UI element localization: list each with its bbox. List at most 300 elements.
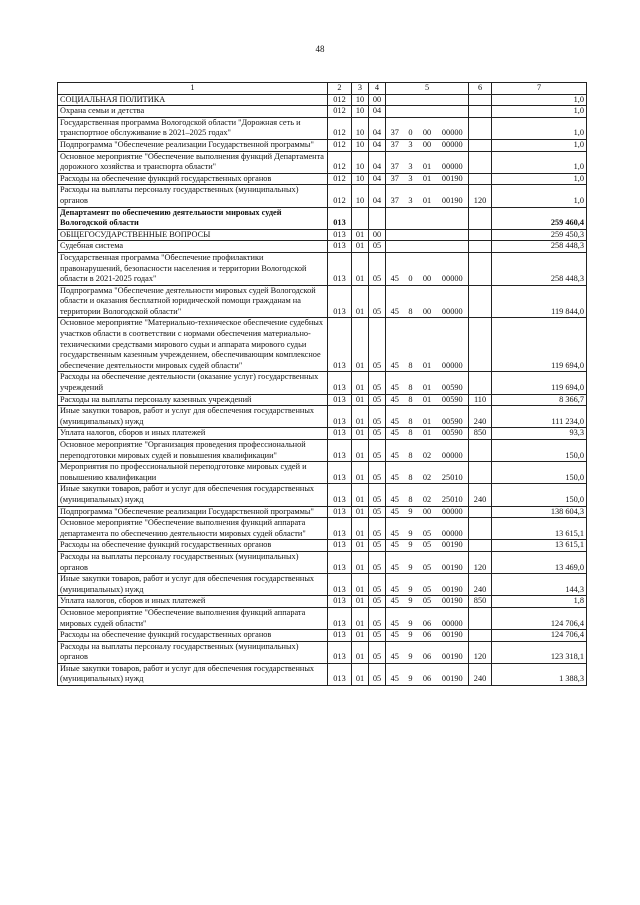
subprogram-code-cell: 8	[404, 318, 418, 372]
table-row	[58, 318, 587, 372]
program-code-cell: 45	[386, 596, 404, 608]
expense-type-cell	[469, 241, 492, 253]
header-cell: 3	[352, 83, 369, 95]
amount-cell: 119 844,0	[492, 285, 587, 318]
subprogram-code-cell: 8	[404, 484, 418, 506]
ministry-code-cell: 012	[328, 151, 352, 173]
table-row	[58, 139, 587, 151]
description-cell: Судебная система	[58, 241, 328, 253]
subsection-code-cell: 05	[369, 663, 386, 685]
table-row	[58, 173, 587, 185]
amount-cell: 1,0	[492, 185, 587, 207]
ministry-code-cell: 013	[328, 428, 352, 440]
description-cell: Иные закупки товаров, работ и услуг для обеспечения государственных (муниципальных) нужд	[58, 663, 328, 685]
amount-cell: 8 366,7	[492, 394, 587, 406]
program-code-cell	[386, 106, 404, 118]
description-cell: Иные закупки товаров, работ и услуг для обеспечения государственных (муниципальных) нужд	[58, 574, 328, 596]
subsection-code-cell: 05	[369, 607, 386, 629]
activity-code-cell: 02	[418, 462, 437, 484]
subprogram-code-cell: 9	[404, 607, 418, 629]
subsection-code-cell: 05	[369, 394, 386, 406]
activity-code-cell: 02	[418, 440, 437, 462]
subprogram-code-cell: 0	[404, 252, 418, 285]
expense-type-cell	[469, 94, 492, 106]
expense-type-cell: 850	[469, 596, 492, 608]
activity-code-cell: 06	[418, 630, 437, 642]
description-cell: Расходы на обеспечение деятельности (оказание услуг) государственных учреждений	[58, 372, 328, 394]
ministry-code-cell: 013	[328, 518, 352, 540]
subsection-code-cell: 05	[369, 462, 386, 484]
table-header-row	[58, 83, 587, 95]
subsection-code-cell: 05	[369, 241, 386, 253]
amount-cell: 1,8	[492, 596, 587, 608]
expense-type-cell	[469, 506, 492, 518]
table-row	[58, 394, 587, 406]
subsection-code-cell: 00	[369, 229, 386, 241]
description-cell: Подпрограмма "Обеспечение реализации Государственной программы"	[58, 506, 328, 518]
subprogram-code-cell: 9	[404, 551, 418, 573]
direction-code-cell: 00000	[437, 252, 469, 285]
subsection-code-cell: 04	[369, 185, 386, 207]
activity-code-cell: 01	[418, 394, 437, 406]
table-row	[58, 484, 587, 506]
section-code-cell: 01	[352, 663, 369, 685]
amount-cell: 1,0	[492, 117, 587, 139]
subprogram-code-cell	[404, 241, 418, 253]
description-cell: Мероприятия по профессиональной переподготовке мировых судей и повышению квалификации	[58, 462, 328, 484]
table-row	[58, 596, 587, 608]
subprogram-code-cell: 3	[404, 185, 418, 207]
expense-type-cell: 120	[469, 185, 492, 207]
description-cell: Основное мероприятие "Материально-техническое обеспечение судебных участков области в соответствии с нормами обеспечения материально-техническими средствами мирового судьи и аппарата мирового судьи государственным казенным учреждением, обеспечивающим комплексное обеспечение деятельности мировых судей области"	[58, 318, 328, 372]
program-code-cell: 45	[386, 285, 404, 318]
table-row	[58, 372, 587, 394]
section-code-cell: 10	[352, 151, 369, 173]
direction-code-cell: 00190	[437, 540, 469, 552]
subprogram-code-cell: 8	[404, 406, 418, 428]
direction-code-cell: 00590	[437, 394, 469, 406]
expense-type-cell	[469, 229, 492, 241]
table-row	[58, 406, 587, 428]
ministry-code-cell: 013	[328, 607, 352, 629]
amount-cell: 1 388,3	[492, 663, 587, 685]
amount-cell: 1,0	[492, 106, 587, 118]
expense-type-cell: 120	[469, 641, 492, 663]
subprogram-code-cell	[404, 106, 418, 118]
section-code-cell: 10	[352, 139, 369, 151]
section-code-cell: 10	[352, 173, 369, 185]
activity-code-cell	[418, 241, 437, 253]
subprogram-code-cell: 9	[404, 641, 418, 663]
subsection-code-cell: 05	[369, 484, 386, 506]
table-row	[58, 607, 587, 629]
subsection-code-cell: 04	[369, 173, 386, 185]
description-cell: Расходы на выплаты персоналу государственных (муниципальных) органов	[58, 551, 328, 573]
table-row	[58, 518, 587, 540]
header-cell: 7	[492, 83, 587, 95]
amount-cell: 93,3	[492, 428, 587, 440]
ministry-code-cell: 013	[328, 252, 352, 285]
activity-code-cell: 06	[418, 663, 437, 685]
expense-type-cell	[469, 117, 492, 139]
subsection-code-cell: 05	[369, 641, 386, 663]
amount-cell: 1,0	[492, 94, 587, 106]
direction-code-cell	[437, 241, 469, 253]
subprogram-code-cell	[404, 94, 418, 106]
section-code-cell: 01	[352, 518, 369, 540]
activity-code-cell: 05	[418, 518, 437, 540]
description-cell: Иные закупки товаров, работ и услуг для обеспечения государственных (муниципальных) нужд	[58, 484, 328, 506]
subsection-code-cell: 05	[369, 540, 386, 552]
section-code-cell: 01	[352, 607, 369, 629]
ministry-code-cell: 013	[328, 641, 352, 663]
description-cell: Расходы на выплаты персоналу государственных (муниципальных) органов	[58, 641, 328, 663]
table-row	[58, 574, 587, 596]
expense-type-cell	[469, 607, 492, 629]
ministry-code-cell: 013	[328, 630, 352, 642]
description-cell: Департамент по обеспечению деятельности мировых судей Вологодской области	[58, 207, 328, 229]
table-row	[58, 440, 587, 462]
amount-cell: 1,0	[492, 151, 587, 173]
expense-type-cell: 120	[469, 551, 492, 573]
expense-type-cell: 240	[469, 484, 492, 506]
direction-code-cell: 00000	[437, 506, 469, 518]
subsection-code-cell: 05	[369, 318, 386, 372]
subsection-code-cell: 05	[369, 440, 386, 462]
subsection-code-cell: 05	[369, 518, 386, 540]
expense-type-cell	[469, 106, 492, 118]
direction-code-cell: 00000	[437, 139, 469, 151]
section-code-cell: 01	[352, 641, 369, 663]
section-code-cell: 01	[352, 229, 369, 241]
program-code-cell	[386, 207, 404, 229]
direction-code-cell: 00190	[437, 185, 469, 207]
amount-cell: 119 694,0	[492, 372, 587, 394]
direction-code-cell: 00000	[437, 151, 469, 173]
section-code-cell: 10	[352, 106, 369, 118]
header-cell: 6	[469, 83, 492, 95]
direction-code-cell	[437, 94, 469, 106]
program-code-cell: 45	[386, 574, 404, 596]
subprogram-code-cell: 9	[404, 506, 418, 518]
activity-code-cell: 05	[418, 540, 437, 552]
program-code-cell	[386, 241, 404, 253]
table-row	[58, 241, 587, 253]
program-code-cell: 45	[386, 394, 404, 406]
direction-code-cell	[437, 207, 469, 229]
expense-type-cell	[469, 440, 492, 462]
table-row	[58, 506, 587, 518]
description-cell: Основное мероприятие "Обеспечение выполнения функций аппарата департамента по обеспечению деятельности мировых судей области"	[58, 518, 328, 540]
description-cell: Расходы на обеспечение функций государственных органов	[58, 173, 328, 185]
subprogram-code-cell: 9	[404, 630, 418, 642]
program-code-cell: 45	[386, 663, 404, 685]
subsection-code-cell: 05	[369, 551, 386, 573]
direction-code-cell	[437, 106, 469, 118]
table-row	[58, 428, 587, 440]
subprogram-code-cell: 8	[404, 394, 418, 406]
direction-code-cell: 00190	[437, 641, 469, 663]
section-code-cell: 01	[352, 285, 369, 318]
description-cell: Основное мероприятие "Организация проведения профессиональной переподготовки мировых судей и повышения квалификации"	[58, 440, 328, 462]
section-code-cell: 01	[352, 596, 369, 608]
section-code-cell: 01	[352, 406, 369, 428]
program-code-cell: 45	[386, 406, 404, 428]
expense-type-cell	[469, 285, 492, 318]
section-code-cell: 10	[352, 117, 369, 139]
amount-cell: 124 706,4	[492, 630, 587, 642]
subprogram-code-cell: 8	[404, 440, 418, 462]
activity-code-cell: 01	[418, 318, 437, 372]
table-row	[58, 540, 587, 552]
activity-code-cell: 01	[418, 428, 437, 440]
program-code-cell: 45	[386, 551, 404, 573]
activity-code-cell: 00	[418, 117, 437, 139]
direction-code-cell: 25010	[437, 484, 469, 506]
header-cell: 4	[369, 83, 386, 95]
ministry-code-cell: 013	[328, 241, 352, 253]
program-code-cell: 45	[386, 252, 404, 285]
description-cell: Государственная программа "Обеспечение профилактики правонарушений, безопасности населения и территории Вологодской области в 2021-2025 годах"	[58, 252, 328, 285]
expense-type-cell	[469, 462, 492, 484]
ministry-code-cell: 013	[328, 318, 352, 372]
program-code-cell: 45	[386, 641, 404, 663]
amount-cell: 1,0	[492, 173, 587, 185]
header-cell: 5	[386, 83, 469, 95]
subprogram-code-cell: 8	[404, 372, 418, 394]
amount-cell: 123 318,1	[492, 641, 587, 663]
expense-type-cell: 240	[469, 406, 492, 428]
direction-code-cell: 00190	[437, 630, 469, 642]
direction-code-cell: 00590	[437, 428, 469, 440]
subprogram-code-cell: 8	[404, 428, 418, 440]
activity-code-cell: 01	[418, 406, 437, 428]
expense-type-cell	[469, 139, 492, 151]
table-row	[58, 252, 587, 285]
header-cell: 1	[58, 83, 328, 95]
program-code-cell: 45	[386, 318, 404, 372]
subsection-code-cell: 05	[369, 428, 386, 440]
budget-table	[57, 82, 587, 686]
amount-cell: 259 460,4	[492, 207, 587, 229]
direction-code-cell: 00000	[437, 318, 469, 372]
program-code-cell: 45	[386, 462, 404, 484]
activity-code-cell: 00	[418, 139, 437, 151]
description-cell: Основное мероприятие "Обеспечение выполнения функций Департамента дорожного хозяйства и транспорта области"	[58, 151, 328, 173]
section-code-cell: 01	[352, 462, 369, 484]
table-row	[58, 551, 587, 573]
subsection-code-cell: 05	[369, 574, 386, 596]
section-code-cell: 01	[352, 318, 369, 372]
ministry-code-cell: 012	[328, 185, 352, 207]
direction-code-cell: 00590	[437, 372, 469, 394]
description-cell: Охрана семьи и детства	[58, 106, 328, 118]
subprogram-code-cell: 9	[404, 574, 418, 596]
direction-code-cell	[437, 229, 469, 241]
subprogram-code-cell: 9	[404, 663, 418, 685]
table-row	[58, 106, 587, 118]
activity-code-cell	[418, 94, 437, 106]
table-row	[58, 630, 587, 642]
description-cell: Уплата налогов, сборов и иных платежей	[58, 428, 328, 440]
subsection-code-cell: 05	[369, 506, 386, 518]
subprogram-code-cell: 0	[404, 117, 418, 139]
ministry-code-cell: 013	[328, 229, 352, 241]
ministry-code-cell: 013	[328, 372, 352, 394]
program-code-cell: 37	[386, 139, 404, 151]
ministry-code-cell: 013	[328, 207, 352, 229]
subsection-code-cell: 05	[369, 372, 386, 394]
ministry-code-cell: 013	[328, 574, 352, 596]
ministry-code-cell: 013	[328, 285, 352, 318]
program-code-cell: 37	[386, 173, 404, 185]
ministry-code-cell: 013	[328, 394, 352, 406]
program-code-cell: 45	[386, 372, 404, 394]
program-code-cell: 45	[386, 540, 404, 552]
activity-code-cell: 06	[418, 641, 437, 663]
amount-cell: 13 615,1	[492, 518, 587, 540]
table-row	[58, 151, 587, 173]
direction-code-cell: 00190	[437, 173, 469, 185]
amount-cell: 124 706,4	[492, 607, 587, 629]
direction-code-cell: 00000	[437, 117, 469, 139]
description-cell: Расходы на обеспечение функций государственных органов	[58, 540, 328, 552]
expense-type-cell	[469, 151, 492, 173]
activity-code-cell	[418, 229, 437, 241]
section-code-cell: 01	[352, 252, 369, 285]
subsection-code-cell: 05	[369, 406, 386, 428]
header-cell: 2	[328, 83, 352, 95]
subsection-code-cell: 05	[369, 285, 386, 318]
expense-type-cell: 240	[469, 574, 492, 596]
amount-cell: 258 448,3	[492, 241, 587, 253]
program-code-cell: 45	[386, 428, 404, 440]
table-row	[58, 207, 587, 229]
subprogram-code-cell: 9	[404, 540, 418, 552]
ministry-code-cell: 012	[328, 106, 352, 118]
section-code-cell: 01	[352, 394, 369, 406]
activity-code-cell: 00	[418, 506, 437, 518]
direction-code-cell: 00190	[437, 551, 469, 573]
direction-code-cell: 00000	[437, 607, 469, 629]
description-cell: Подпрограмма "Обеспечение реализации Государственной программы"	[58, 139, 328, 151]
table-row	[58, 117, 587, 139]
amount-cell: 111 234,0	[492, 406, 587, 428]
program-code-cell: 45	[386, 630, 404, 642]
activity-code-cell	[418, 106, 437, 118]
ministry-code-cell: 012	[328, 139, 352, 151]
activity-code-cell: 05	[418, 574, 437, 596]
expense-type-cell: 110	[469, 394, 492, 406]
amount-cell: 138 604,3	[492, 506, 587, 518]
direction-code-cell: 25010	[437, 462, 469, 484]
program-code-cell: 45	[386, 484, 404, 506]
subsection-code-cell: 04	[369, 151, 386, 173]
ministry-code-cell: 013	[328, 462, 352, 484]
section-code-cell: 01	[352, 484, 369, 506]
program-code-cell: 37	[386, 117, 404, 139]
program-code-cell: 45	[386, 440, 404, 462]
subprogram-code-cell: 3	[404, 151, 418, 173]
subprogram-code-cell: 9	[404, 596, 418, 608]
subsection-code-cell: 05	[369, 252, 386, 285]
subsection-code-cell: 04	[369, 117, 386, 139]
ministry-code-cell: 013	[328, 551, 352, 573]
expense-type-cell	[469, 540, 492, 552]
ministry-code-cell: 012	[328, 117, 352, 139]
description-cell: Подпрограмма "Обеспечение деятельности мировых судей Вологодской области и оказания бесплатной юридической помощи гражданам на территории Вологодской области"	[58, 285, 328, 318]
ministry-code-cell: 012	[328, 173, 352, 185]
description-cell: Расходы на выплаты персоналу казенных учреждений	[58, 394, 328, 406]
activity-code-cell: 00	[418, 252, 437, 285]
direction-code-cell: 00190	[437, 574, 469, 596]
activity-code-cell: 00	[418, 285, 437, 318]
section-code-cell: 10	[352, 185, 369, 207]
amount-cell: 150,0	[492, 440, 587, 462]
subprogram-code-cell: 8	[404, 462, 418, 484]
expense-type-cell	[469, 207, 492, 229]
ministry-code-cell: 013	[328, 406, 352, 428]
ministry-code-cell: 013	[328, 440, 352, 462]
program-code-cell: 45	[386, 506, 404, 518]
subprogram-code-cell: 3	[404, 173, 418, 185]
expense-type-cell	[469, 630, 492, 642]
section-code-cell: 01	[352, 241, 369, 253]
amount-cell: 119 694,0	[492, 318, 587, 372]
activity-code-cell: 06	[418, 607, 437, 629]
section-code-cell	[352, 207, 369, 229]
section-code-cell: 10	[352, 94, 369, 106]
expense-type-cell	[469, 252, 492, 285]
expense-type-cell	[469, 318, 492, 372]
expense-type-cell: 240	[469, 663, 492, 685]
program-code-cell	[386, 229, 404, 241]
section-code-cell: 01	[352, 540, 369, 552]
expense-type-cell	[469, 173, 492, 185]
description-cell: Расходы на выплаты персоналу государственных (муниципальных) органов	[58, 185, 328, 207]
description-cell: СОЦИАЛЬНАЯ ПОЛИТИКА	[58, 94, 328, 106]
program-code-cell: 37	[386, 185, 404, 207]
activity-code-cell: 02	[418, 484, 437, 506]
table-row	[58, 185, 587, 207]
direction-code-cell: 00190	[437, 663, 469, 685]
activity-code-cell	[418, 207, 437, 229]
amount-cell: 1,0	[492, 139, 587, 151]
amount-cell: 144,3	[492, 574, 587, 596]
ministry-code-cell: 013	[328, 540, 352, 552]
direction-code-cell: 00000	[437, 440, 469, 462]
ministry-code-cell: 013	[328, 506, 352, 518]
description-cell: Иные закупки товаров, работ и услуг для обеспечения государственных (муниципальных) нужд	[58, 406, 328, 428]
description-cell: ОБЩЕГОСУДАРСТВЕННЫЕ ВОПРОСЫ	[58, 229, 328, 241]
section-code-cell: 01	[352, 372, 369, 394]
amount-cell: 150,0	[492, 462, 587, 484]
activity-code-cell: 01	[418, 173, 437, 185]
description-cell: Расходы на обеспечение функций государственных органов	[58, 630, 328, 642]
subsection-code-cell: 00	[369, 94, 386, 106]
program-code-cell: 45	[386, 518, 404, 540]
description-cell: Уплата налогов, сборов и иных платежей	[58, 596, 328, 608]
ministry-code-cell: 013	[328, 663, 352, 685]
description-cell: Основное мероприятие "Обеспечение выполнения функций аппарата мировых судей области"	[58, 607, 328, 629]
amount-cell: 13 615,1	[492, 540, 587, 552]
amount-cell: 259 450,3	[492, 229, 587, 241]
subprogram-code-cell	[404, 207, 418, 229]
amount-cell: 258 448,3	[492, 252, 587, 285]
expense-type-cell	[469, 372, 492, 394]
subprogram-code-cell: 9	[404, 518, 418, 540]
amount-cell: 150,0	[492, 484, 587, 506]
